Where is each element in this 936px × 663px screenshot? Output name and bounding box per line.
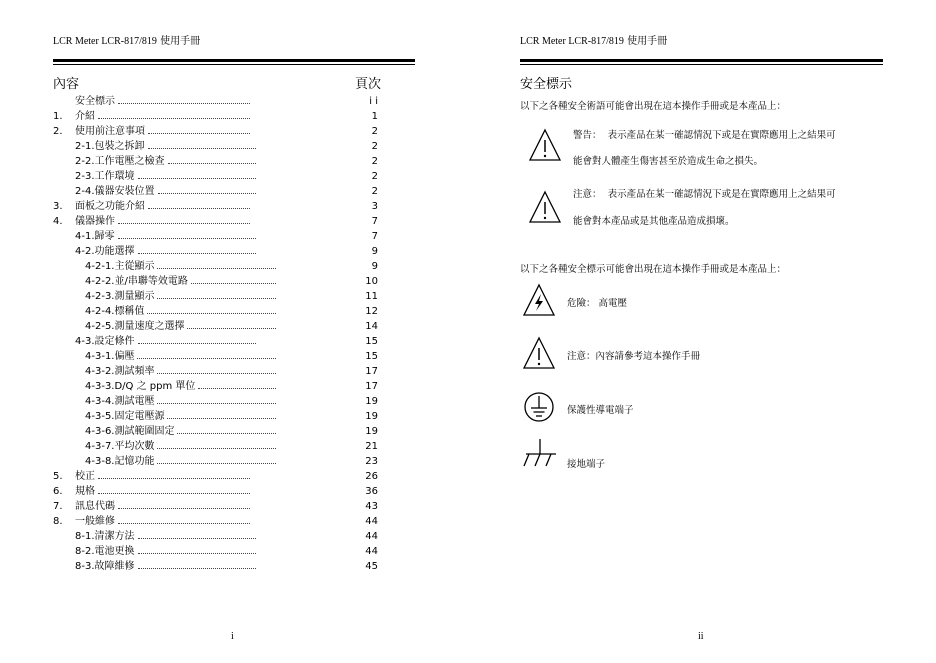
toc-entry-label: 4-3-6.測試範圍固定 bbox=[85, 426, 175, 437]
toc-dot-leader bbox=[118, 523, 250, 524]
toc-entry bbox=[0, 274, 380, 289]
toc-entry bbox=[0, 214, 380, 229]
header-product-name-right: LCR Meter LCR-817/819 bbox=[520, 36, 624, 47]
toc-dot-leader bbox=[187, 328, 276, 329]
right-header-rule-thin bbox=[520, 64, 883, 65]
toc-entry-page: 2 bbox=[371, 171, 378, 182]
right-page-number: ii bbox=[698, 631, 704, 642]
toc-dot-leader bbox=[168, 163, 256, 164]
toc-entry-label: 4-3-4.測試電壓 bbox=[85, 396, 155, 407]
toc-entry-label: 2-1.包裝之拆卸 bbox=[75, 141, 145, 152]
toc-dot-leader bbox=[157, 403, 276, 404]
toc-entry-label: 4-2-3.測量顯示 bbox=[85, 291, 155, 302]
toc-entry bbox=[0, 184, 380, 199]
caution-definition-line1 bbox=[573, 186, 836, 200]
toc-entry-label: 4-2-2.並/串聯等效電路 bbox=[85, 276, 188, 287]
toc-entry bbox=[0, 304, 380, 319]
toc-entry-page: 2 bbox=[371, 156, 378, 167]
toc-dot-leader bbox=[191, 283, 276, 284]
toc-entry-number: 5. bbox=[53, 471, 63, 482]
toc-entry bbox=[0, 319, 380, 334]
toc-entry-page: 45 bbox=[365, 561, 378, 572]
toc-entry bbox=[0, 409, 380, 424]
toc-dot-leader bbox=[138, 253, 256, 254]
toc-entry-label: 4-3-8.記憶功能 bbox=[85, 456, 155, 467]
toc-entry-number: 7. bbox=[53, 501, 63, 512]
toc-entry bbox=[0, 124, 380, 139]
toc-dot-leader bbox=[157, 373, 276, 374]
left-page-header bbox=[53, 32, 200, 47]
toc-entry-page: 7 bbox=[371, 231, 378, 242]
toc-entry-number: 3. bbox=[53, 201, 63, 212]
safety-symbols-intro: 以下之各種安全標示可能會出現在這本操作手冊或是本產品上： bbox=[520, 264, 787, 275]
toc-title: 內容 bbox=[53, 77, 80, 92]
high-voltage-icon bbox=[522, 283, 556, 317]
header-manual-title: 使用手冊 bbox=[160, 36, 201, 47]
toc-dot-leader bbox=[98, 118, 250, 119]
toc-entry-label: 8-1.清潔方法 bbox=[75, 531, 135, 542]
toc-entry-page: 23 bbox=[365, 456, 378, 467]
toc-dot-leader bbox=[147, 313, 276, 314]
toc-entry-label: 4-2-5.測量速度之選擇 bbox=[85, 321, 185, 332]
toc-entry-page: 21 bbox=[365, 441, 378, 452]
toc-entry bbox=[0, 484, 380, 499]
toc-dot-leader bbox=[118, 223, 250, 224]
toc-dot-leader bbox=[157, 268, 276, 269]
toc-dot-leader bbox=[157, 463, 276, 464]
toc-entry-page: 11 bbox=[365, 291, 378, 302]
toc-entry-label: 4-3-1.偏壓 bbox=[85, 351, 135, 362]
warning-definition-line1 bbox=[573, 127, 836, 141]
toc-entry-label: 使用前注意事項 bbox=[75, 126, 145, 137]
toc-entry-label: 4-3.設定條件 bbox=[75, 336, 135, 347]
toc-dot-leader bbox=[118, 238, 256, 239]
toc-entry-label: 校正 bbox=[75, 471, 95, 482]
toc-entry-page: 19 bbox=[365, 396, 378, 407]
toc-dot-leader bbox=[177, 433, 276, 434]
toc-entry bbox=[0, 379, 380, 394]
toc-dot-leader bbox=[167, 418, 276, 419]
toc-entry-label: 4-3-7.平均次數 bbox=[85, 441, 155, 452]
toc-dot-leader bbox=[138, 538, 256, 539]
toc-entry bbox=[0, 94, 380, 109]
toc-entry-page: 17 bbox=[365, 381, 378, 392]
toc-entry-page: 44 bbox=[365, 546, 378, 557]
caution-label: 注意： bbox=[573, 189, 602, 200]
caution-text-1: 表示產品在某一確認情況下或是在實際應用上之結果可 bbox=[607, 189, 836, 200]
toc-entry bbox=[0, 334, 380, 349]
toc-entry bbox=[0, 454, 380, 469]
toc-entry-page: i i bbox=[369, 96, 378, 107]
danger-high-voltage-text: 危險： 高電壓 bbox=[567, 298, 628, 309]
header-manual-title-right: 使用手冊 bbox=[627, 36, 668, 47]
toc-entry-label: 2-2.工作電壓之檢查 bbox=[75, 156, 165, 167]
protective-terminal-text: 保護性導電端子 bbox=[567, 405, 634, 416]
toc-entry-label: 規格 bbox=[75, 486, 95, 497]
toc-dot-leader bbox=[118, 508, 250, 509]
toc-dot-leader bbox=[118, 103, 250, 104]
toc-entry bbox=[0, 169, 380, 184]
toc-entry-label: 4-2-1.主從顯示 bbox=[85, 261, 155, 272]
toc-entry bbox=[0, 109, 380, 124]
toc-dot-leader bbox=[157, 448, 276, 449]
toc-entry bbox=[0, 199, 380, 214]
toc-entry bbox=[0, 289, 380, 304]
toc-entry-page: 15 bbox=[365, 336, 378, 347]
toc-page-column-heading: 頁次 bbox=[355, 77, 382, 92]
toc-entry bbox=[0, 259, 380, 274]
toc-entry bbox=[0, 499, 380, 514]
caution-triangle-icon bbox=[528, 190, 562, 224]
toc-entry-number: 1. bbox=[53, 111, 63, 122]
toc-dot-leader bbox=[138, 553, 256, 554]
toc-dot-leader bbox=[158, 193, 256, 194]
toc-entry-page: 7 bbox=[371, 216, 378, 227]
toc-entry-page: 10 bbox=[365, 276, 378, 287]
toc-entry bbox=[0, 244, 380, 259]
header-product-name: LCR Meter LCR-817/819 bbox=[53, 36, 157, 47]
toc-entry-label: 2-3.工作環境 bbox=[75, 171, 135, 182]
right-page-header bbox=[520, 32, 667, 47]
toc-entry-page: 1 bbox=[371, 111, 378, 122]
toc-dot-leader bbox=[98, 478, 250, 479]
toc-entry-page: 9 bbox=[371, 246, 378, 257]
toc-dot-leader bbox=[98, 493, 250, 494]
toc-entry bbox=[0, 229, 380, 244]
toc-entry-label: 4-3-2.測試頻率 bbox=[85, 366, 155, 377]
toc-entry-page: 15 bbox=[365, 351, 378, 362]
toc-entry-label: 8-2.電池更換 bbox=[75, 546, 135, 557]
toc-dot-leader bbox=[138, 568, 256, 569]
toc-entry-page: 43 bbox=[365, 501, 378, 512]
toc-entry-page: 2 bbox=[371, 126, 378, 137]
toc-dot-leader bbox=[157, 298, 276, 299]
toc-entry-page: 19 bbox=[365, 411, 378, 422]
toc-entry-label: 4-1.歸零 bbox=[75, 231, 115, 242]
toc-entry-label: 2-4.儀器安裝位置 bbox=[75, 186, 155, 197]
caution-text-2: 能會對本產品或是其他產品造成損壞。 bbox=[573, 216, 735, 227]
toc-entry-page: 36 bbox=[365, 486, 378, 497]
toc-entry bbox=[0, 139, 380, 154]
warning-label: 警告： bbox=[573, 130, 602, 141]
attention-refer-manual-text: 注意：內容請參考這本操作手冊 bbox=[567, 351, 701, 362]
toc-entry-number: 4. bbox=[53, 216, 63, 227]
safety-terms-intro: 以下之各種安全術語可能會出現在這本操作手冊或是本產品上： bbox=[520, 101, 787, 112]
toc-dot-leader bbox=[148, 133, 250, 134]
toc-entry-page: 14 bbox=[365, 321, 378, 332]
toc-entry-number: 2. bbox=[53, 126, 63, 137]
left-header-rule-thin bbox=[53, 64, 415, 65]
toc-entry-page: 9 bbox=[371, 261, 378, 272]
right-header-rule bbox=[520, 59, 883, 62]
toc-entry-number: 6. bbox=[53, 486, 63, 497]
toc-entry-page: 19 bbox=[365, 426, 378, 437]
warning-text-2: 能會對人體產生傷害甚至於造成生命之損失。 bbox=[573, 156, 764, 167]
toc-entry-label: 訊息代碼 bbox=[75, 501, 115, 512]
warning-text-1: 表示產品在某一確認情況下或是在實際應用上之結果可 bbox=[607, 130, 836, 141]
toc-dot-leader bbox=[138, 178, 256, 179]
protective-earth-icon bbox=[523, 391, 555, 423]
left-page-number: i bbox=[231, 631, 234, 642]
toc-dot-leader bbox=[148, 208, 250, 209]
toc-entry bbox=[0, 544, 380, 559]
toc-entry-page: 44 bbox=[365, 531, 378, 542]
toc-dot-leader bbox=[148, 148, 256, 149]
toc-entry bbox=[0, 394, 380, 409]
attention-triangle-icon bbox=[522, 336, 556, 370]
ground-terminal-icon bbox=[520, 437, 560, 469]
toc-entry bbox=[0, 154, 380, 169]
toc-entry bbox=[0, 364, 380, 379]
toc-entry bbox=[0, 439, 380, 454]
toc-entry-label: 安全標示 bbox=[75, 96, 115, 107]
toc-dot-leader bbox=[137, 358, 276, 359]
toc-entry bbox=[0, 424, 380, 439]
toc-entry-label: 4-3-5.固定電壓源 bbox=[85, 411, 165, 422]
toc-entry-page: 12 bbox=[365, 306, 378, 317]
toc-entry bbox=[0, 559, 380, 574]
safety-title: 安全標示 bbox=[520, 77, 573, 92]
toc-entry-label: 8-3.故障維修 bbox=[75, 561, 135, 572]
toc-entry-page: 17 bbox=[365, 366, 378, 377]
toc-entry-label: 介紹 bbox=[75, 111, 95, 122]
toc-entry-page: 2 bbox=[371, 141, 378, 152]
toc-entry bbox=[0, 514, 380, 529]
toc-entry bbox=[0, 349, 380, 364]
toc-entry-label: 4-3-3.D/Q 之 ppm 單位 bbox=[85, 381, 196, 392]
toc-entry-number: 8. bbox=[53, 516, 63, 527]
toc-entry-label: 4-2.功能選擇 bbox=[75, 246, 135, 257]
toc-entry-label: 4-2-4.標稱值 bbox=[85, 306, 145, 317]
toc-entry-page: 26 bbox=[365, 471, 378, 482]
table-of-contents bbox=[0, 94, 400, 572]
warning-triangle-icon bbox=[528, 128, 562, 162]
toc-entry-page: 2 bbox=[371, 186, 378, 197]
toc-entry-page: 44 bbox=[365, 516, 378, 527]
ground-terminal-text: 接地端子 bbox=[567, 459, 606, 470]
toc-entry-label: 儀器操作 bbox=[75, 216, 115, 227]
toc-entry-page: 3 bbox=[371, 201, 378, 212]
toc-dot-leader bbox=[198, 388, 276, 389]
toc-entry-label: 一般維修 bbox=[75, 516, 115, 527]
left-header-rule bbox=[53, 59, 415, 62]
toc-entry-label: 面板之功能介紹 bbox=[75, 201, 145, 212]
toc-entry bbox=[0, 529, 380, 544]
toc-entry bbox=[0, 469, 380, 484]
toc-dot-leader bbox=[138, 343, 256, 344]
